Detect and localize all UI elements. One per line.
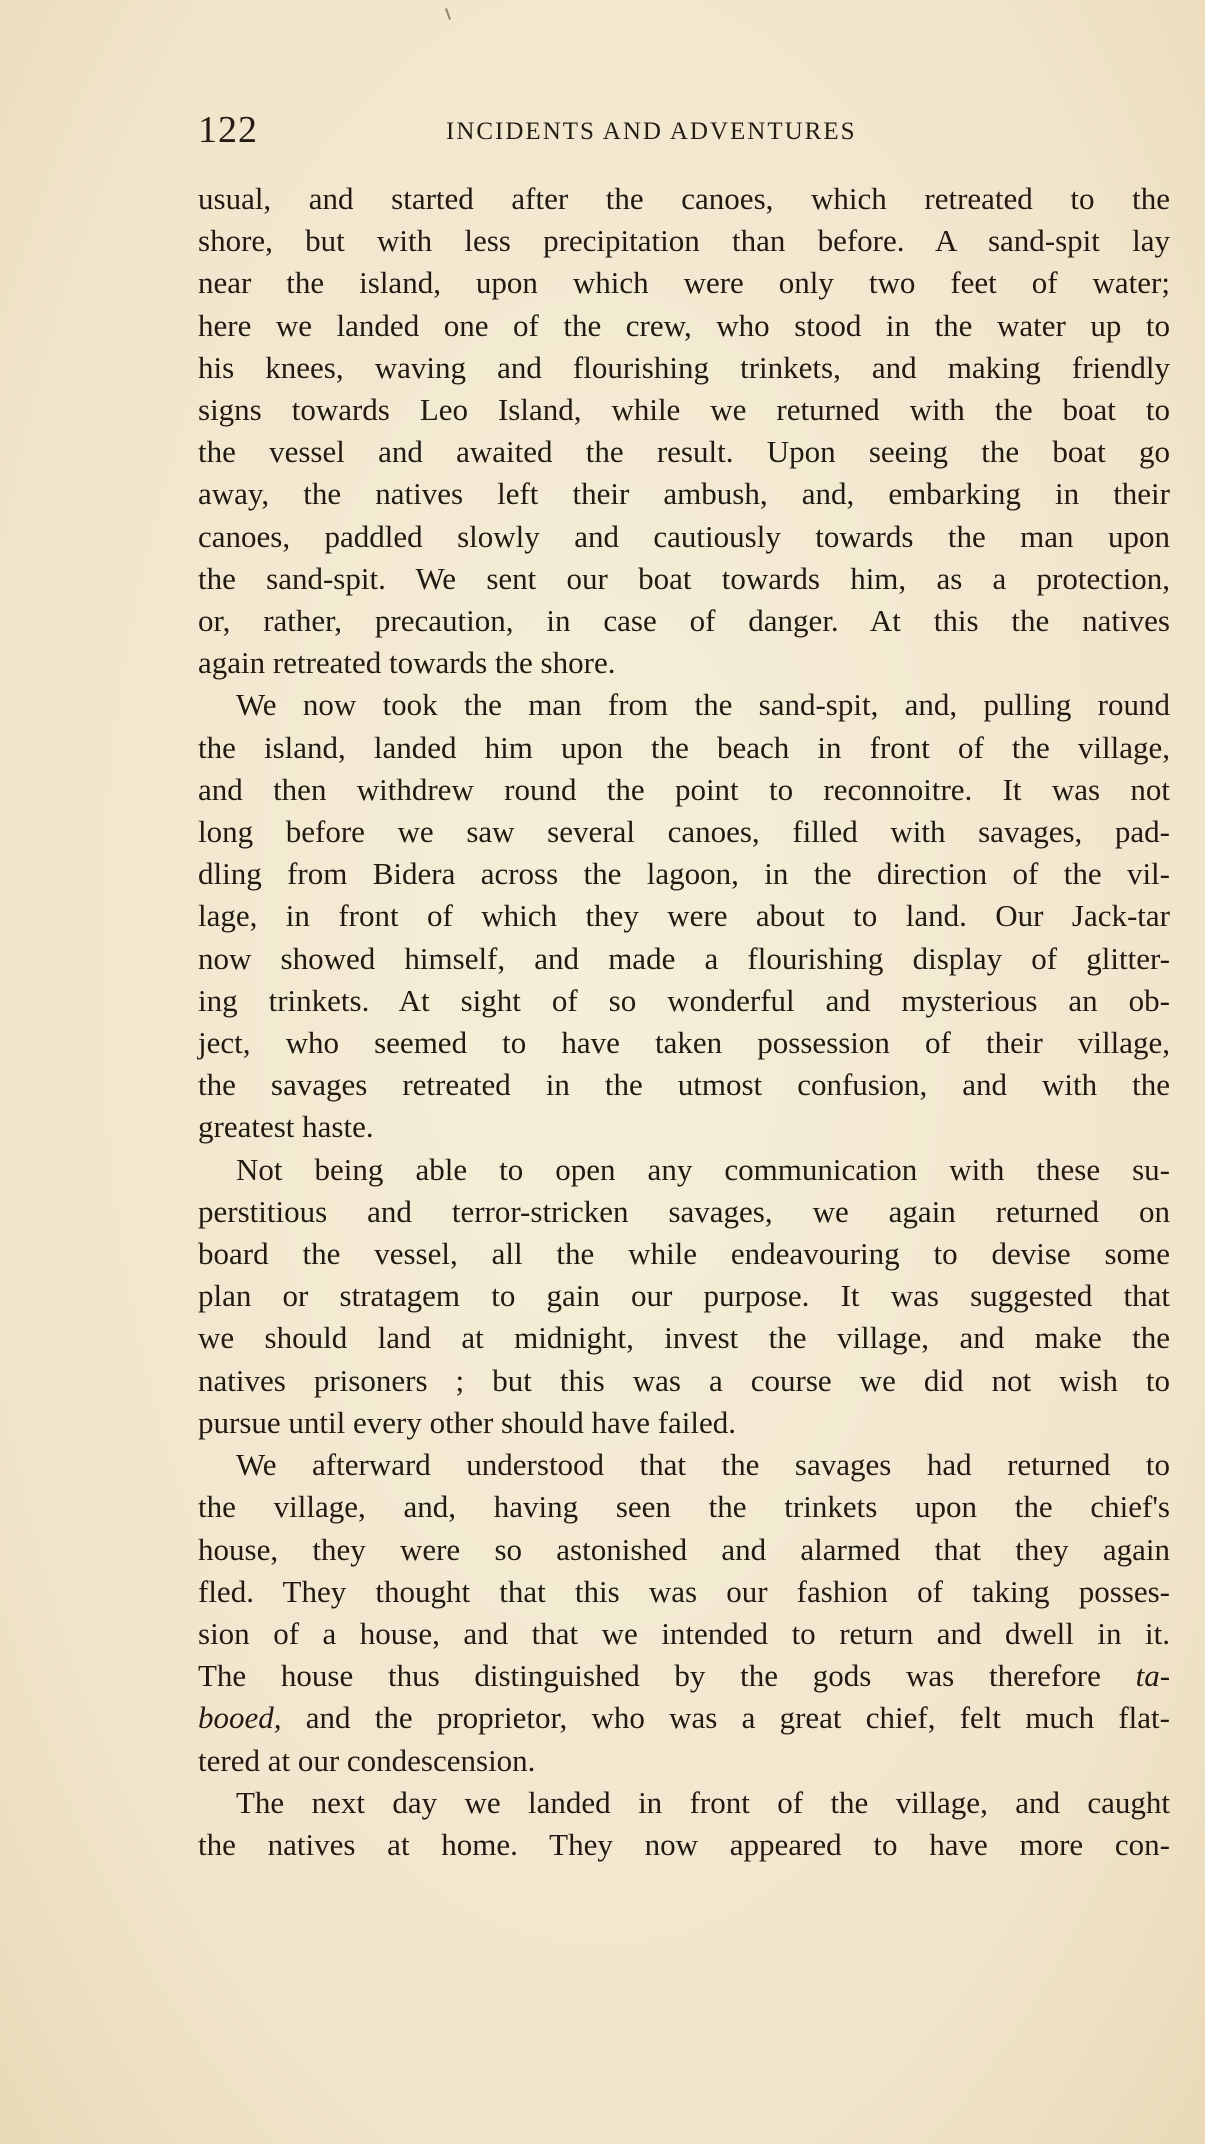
text-line-with-italic — [198, 1655, 1170, 1697]
paragraph-5 — [198, 1782, 1170, 1866]
text-line: the sand-spit. We sent our boat towards him, as a protection, — [198, 560, 1170, 596]
text-line: we should land at midnight, invest the village, and make the — [198, 1320, 1170, 1356]
text-line: usual, and started after the canoes, which retreated to the — [198, 181, 1170, 216]
text-line: We now took the man from the sand-spit, and, pulling round — [236, 687, 1170, 723]
text-line: or, rather, precaution, in case of danger. At this the natives — [198, 603, 1170, 639]
text-line: long before we saw several canoes, filled with savages, pad- — [198, 814, 1170, 850]
text-line: tered at our condescension. — [198, 1742, 536, 1778]
body-text — [198, 178, 1170, 1866]
text-line: house, they were so astonished and alarmed that they again — [198, 1531, 1170, 1567]
text-line: away, the natives left their ambush, and, embarking in their — [198, 476, 1170, 512]
ink-speck — [445, 8, 451, 20]
text-line: fled. They thought that this was our fashion of taking posses- — [198, 1573, 1170, 1609]
text-line: here we landed one of the crew, who stood in the water up to — [198, 307, 1170, 343]
italic-word-fragment: ta- — [1135, 1658, 1171, 1694]
text-line: near the island, upon which were only two feet of water; — [198, 265, 1170, 301]
text-line: ject, who seemed to have taken possession of their village, — [198, 1025, 1170, 1061]
text-line: canoes, paddled slowly and cautiously towards the man upon — [198, 518, 1170, 554]
text-line: shore, but with less precipitation than before. A sand-spit lay — [198, 223, 1170, 259]
paragraph-2 — [198, 684, 1170, 1148]
text-fragment: and the proprietor, who was a great chief, felt much flat- — [281, 1700, 1170, 1736]
text-line: the village, and, having seen the trinkets upon the chief's — [198, 1489, 1170, 1525]
text-line: dling from Bidera across the lagoon, in the direction of the vil- — [198, 856, 1170, 892]
text-line: and then withdrew round the point to reconnoitre. It was not — [198, 771, 1170, 807]
text-line: The next day we landed in front of the village, and caught — [236, 1784, 1170, 1820]
text-line: natives prisoners ; but this was a course we did not wish to — [198, 1362, 1170, 1398]
page-header — [198, 104, 978, 154]
paragraph-4 — [198, 1444, 1170, 1782]
italic-word-fragment: booed, — [198, 1700, 282, 1736]
paragraph-3 — [198, 1149, 1170, 1444]
text-line: his knees, waving and flourishing trinkets, and making friendly — [198, 349, 1170, 385]
text-line: ing trinkets. At sight of so wonderful and mysterious an ob- — [198, 982, 1170, 1018]
text-line: again retreated towards the shore. — [198, 645, 616, 681]
text-line: the island, landed him upon the beach in front of the village, — [198, 729, 1170, 765]
text-line: plan or stratagem to gain our purpose. It was suggested that — [198, 1278, 1170, 1314]
text-line: the savages retreated in the utmost confusion, and with the — [198, 1067, 1170, 1103]
text-line: lage, in front of which they were about to land. Our Jack-tar — [198, 898, 1170, 934]
text-line: now showed himself, and made a flourishing display of glitter- — [198, 940, 1170, 976]
text-line: We afterward understood that the savages had returned to — [236, 1447, 1170, 1483]
running-head: INCIDENTS AND ADVENTURES — [446, 118, 857, 145]
page-number: 122 — [198, 109, 258, 151]
text-line: Not being able to open any communication with these su- — [236, 1151, 1170, 1187]
text-line: the natives at home. They now appeared to have more con- — [198, 1826, 1170, 1862]
text-line-with-italic — [198, 1697, 1170, 1739]
text-line: signs towards Leo Island, while we returned with the boat to — [198, 392, 1170, 428]
text-line: pursue until every other should have failed. — [198, 1404, 737, 1440]
text-line: sion of a house, and that we intended to return and dwell in it. — [198, 1615, 1170, 1651]
text-line: the vessel and awaited the result. Upon seeing the boat go — [198, 434, 1170, 470]
text-line: perstitious and terror-stricken savages, we again returned on — [198, 1193, 1170, 1229]
paragraph-1 — [198, 178, 1170, 684]
text-fragment: The house thus distinguished by the gods was therefore — [198, 1658, 1101, 1694]
text-line: greatest haste. — [198, 1109, 374, 1145]
text-line: board the vessel, all the while endeavouring to devise some — [198, 1236, 1170, 1272]
